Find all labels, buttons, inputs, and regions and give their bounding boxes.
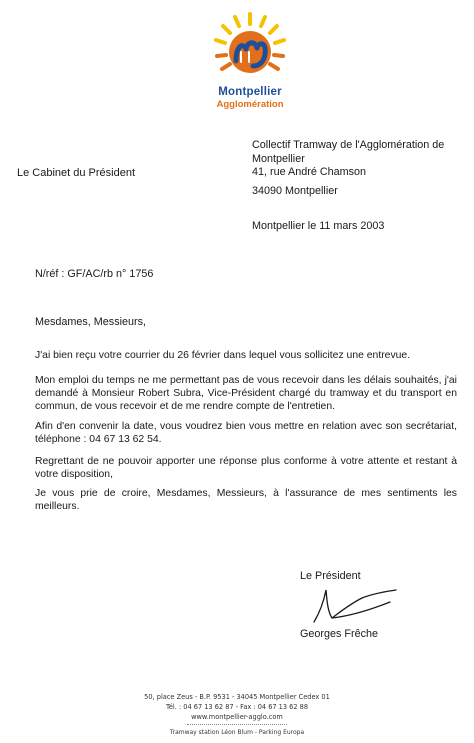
recipient-city: 34090 Montpellier: [252, 185, 338, 197]
brand-name: Montpellier: [218, 86, 282, 98]
brand-subtitle: Agglomération: [216, 99, 284, 110]
footer-address: 50, place Zeus - B.P. 9531 - 34045 Montpellier Cedex 01: [144, 693, 330, 701]
reference-number: N/réf : GF/AC/rb n° 1756: [35, 268, 154, 280]
recipient-line: 41, rue André Chamson: [252, 166, 367, 178]
body-paragraph: Afin d'en convenir la date, vous voudrez bien vous mettre en relation avec son secrétariat, téléphone : 04 67 13 62 54.: [35, 421, 457, 446]
sender-label: Le Cabinet du Président: [17, 167, 136, 179]
footer-transport: Tramway station Léon Blum - Parking Europa: [169, 729, 305, 736]
handwritten-signature: [310, 582, 420, 630]
letter-date: Montpellier le 11 mars 2003: [252, 220, 385, 232]
salutation: Mesdames, Messieurs,: [35, 316, 147, 328]
body-paragraph: Je vous prie de croire, Mesdames, Messieurs, à l'assurance de mes sentiments les meilleurs.: [35, 488, 457, 513]
recipient-line: Montpellier: [252, 152, 305, 165]
recipient-address: [252, 139, 444, 180]
body-paragraph: Mon emploi du temps ne me permettant pas de vous recevoir dans les délais souhaités, j'ai demandé à Monsieur Robert Subra, Vice-Président chargé du tramway et du transport en commun, de vous recevoir et de me rendre compte de l'entretien.: [35, 375, 457, 413]
body-paragraph: J'ai bien reçu votre courrier du 26 février dans lequel vous sollicitez une entrevue.: [35, 350, 411, 361]
signatory-name: Georges Frêche: [300, 628, 379, 640]
footer-website[interactable]: www.montpellier-agglo.com: [191, 713, 283, 721]
footer-phone: Tél. : 04 67 13 62 87 - Fax : 04 67 13 62 88: [165, 703, 309, 711]
recipient-line: Collectif Tramway de l'Agglomération de: [252, 139, 445, 151]
sun-logo-icon: [205, 6, 295, 86]
signatory-title: Le Président: [300, 570, 361, 582]
footer-divider: [187, 724, 287, 725]
body-paragraph: Regrettant de ne pouvoir apporter une réponse plus conforme à votre attente et restant à votre disposition,: [35, 456, 457, 481]
